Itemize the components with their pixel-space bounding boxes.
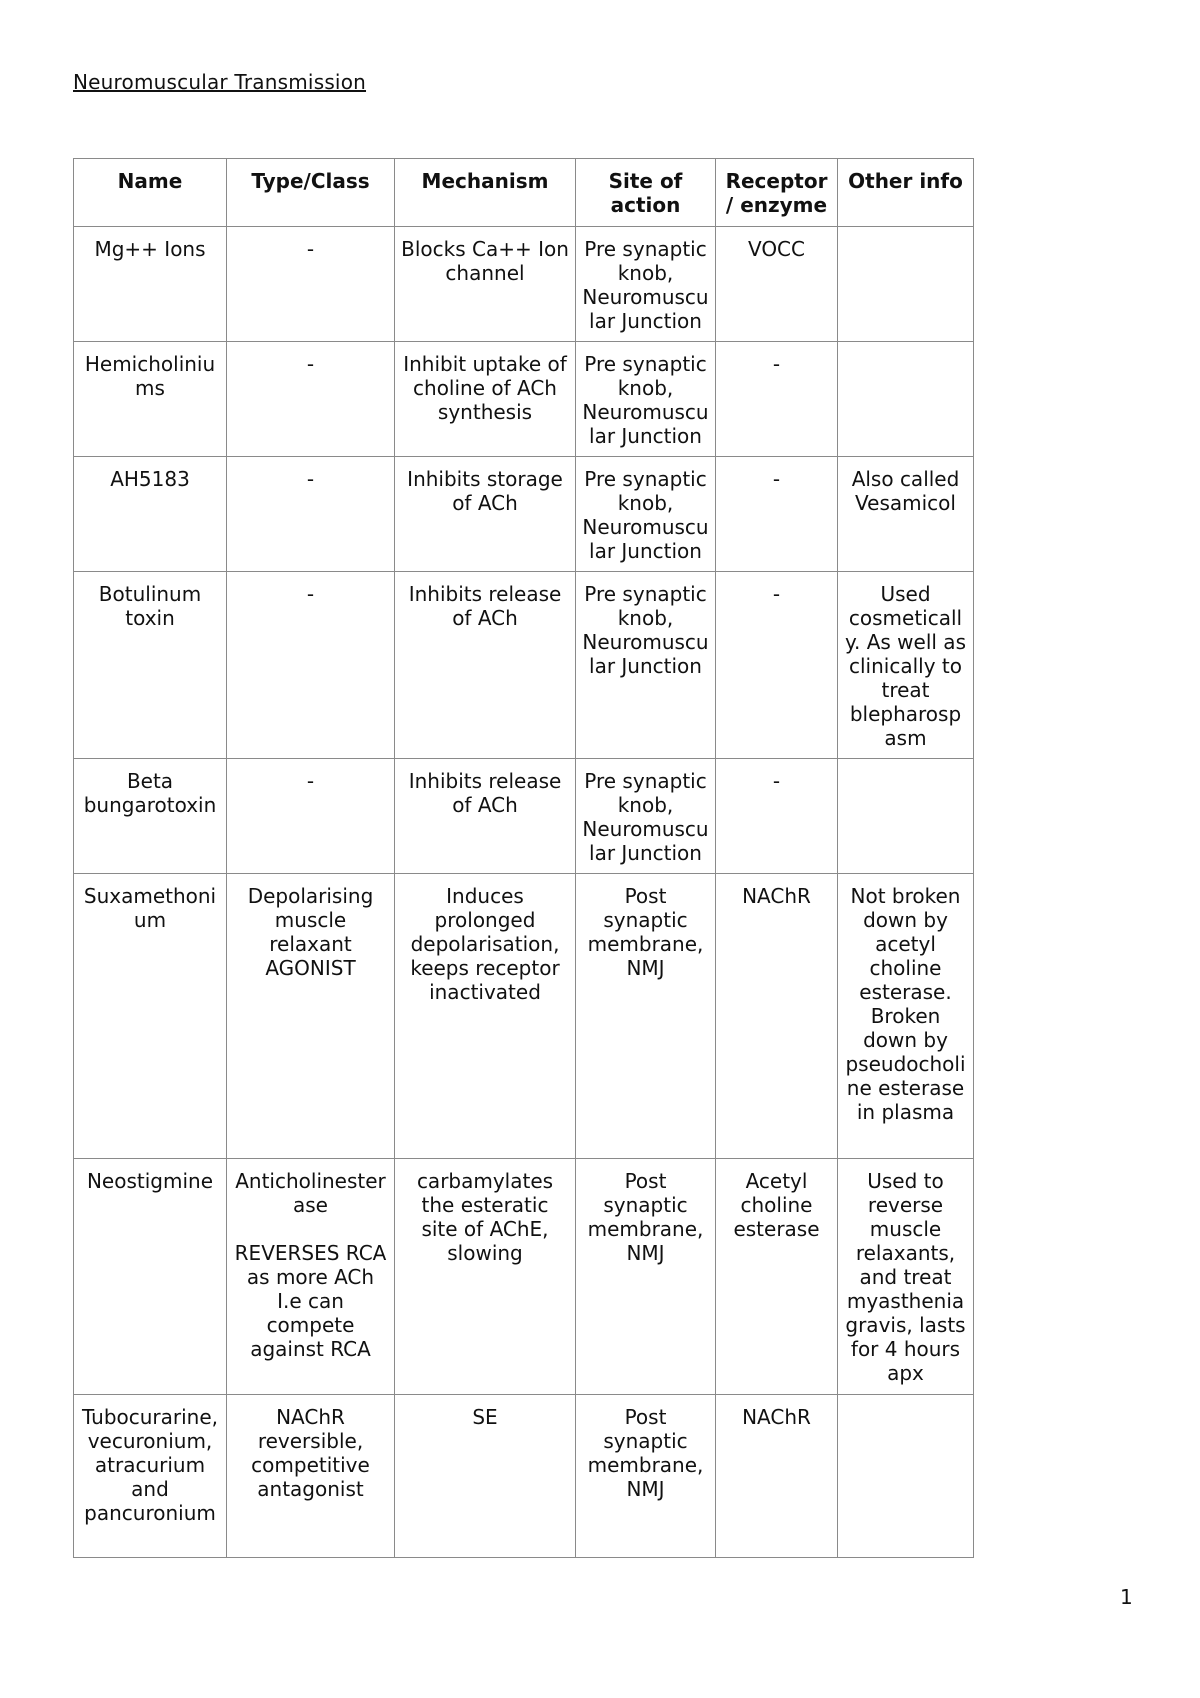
cell-mechanism: Inhibits release of ACh bbox=[395, 759, 576, 874]
cell-mechanism: carbamylates the esteratic site of AChE, slowing bbox=[395, 1159, 576, 1395]
cell-other bbox=[838, 759, 974, 874]
cell-receptor: - bbox=[716, 572, 838, 759]
cell-type: - bbox=[227, 759, 395, 874]
header-mechanism: Mechanism bbox=[395, 159, 576, 227]
cell-type: NAChR reversible, competitive antagonist bbox=[227, 1395, 395, 1558]
cell-receptor: NAChR bbox=[716, 1395, 838, 1558]
cell-name: Botulinum toxin bbox=[74, 572, 227, 759]
cell-receptor: NAChR bbox=[716, 874, 838, 1159]
cell-mechanism: Induces prolonged depolarisation, keeps receptor inactivated bbox=[395, 874, 576, 1159]
header-receptor: Receptor/ enzyme bbox=[716, 159, 838, 227]
cell-name: Beta bungarotoxin bbox=[74, 759, 227, 874]
cell-other: Also called Vesamicol bbox=[838, 457, 974, 572]
cell-other: Not broken down by acetyl choline esterase. Broken down by pseudocholine esterase in plasma bbox=[838, 874, 974, 1159]
table-row bbox=[74, 342, 974, 457]
cell-type: Depolarising muscle relaxant AGONIST bbox=[227, 874, 395, 1159]
cell-name: Tubocurarine, vecuronium, atracurium and pancuronium bbox=[74, 1395, 227, 1558]
page-title: Neuromuscular Transmission bbox=[73, 70, 367, 94]
cell-receptor: VOCC bbox=[716, 227, 838, 342]
cell-type: - bbox=[227, 572, 395, 759]
cell-type bbox=[227, 1159, 395, 1395]
header-name: Name bbox=[74, 159, 227, 227]
cell-site: Post synaptic membrane, NMJ bbox=[576, 1159, 716, 1395]
page-number: 1 bbox=[1120, 1585, 1133, 1609]
cell-site: Pre synaptic knob, Neuromuscular Junction bbox=[576, 342, 716, 457]
cell-other: Used cosmetically. As well as clinically to treat blepharospasm bbox=[838, 572, 974, 759]
cell-name: Neostigmine bbox=[74, 1159, 227, 1395]
cell-other: Used to reverse muscle relaxants, and treat myasthenia gravis, lasts for 4 hours apx bbox=[838, 1159, 974, 1395]
cell-mechanism: Inhibits release of ACh bbox=[395, 572, 576, 759]
cell-receptor: Acetyl choline esterase bbox=[716, 1159, 838, 1395]
cell-site: Pre synaptic knob, Neuromuscular Junction bbox=[576, 227, 716, 342]
cell-site: Post synaptic membrane, NMJ bbox=[576, 1395, 716, 1558]
cell-mechanism: SE bbox=[395, 1395, 576, 1558]
cell-other bbox=[838, 1395, 974, 1558]
cell-mechanism: Inhibit uptake of choline of ACh synthesis bbox=[395, 342, 576, 457]
table-row bbox=[74, 457, 974, 572]
table-row bbox=[74, 874, 974, 1159]
cell-site: Pre synaptic knob, Neuromuscular Junction bbox=[576, 572, 716, 759]
cell-type: - bbox=[227, 342, 395, 457]
table-row bbox=[74, 1395, 974, 1558]
cell-receptor: - bbox=[716, 759, 838, 874]
cell-type-line: Anticholinesterase bbox=[235, 1169, 386, 1217]
header-other: Other info bbox=[838, 159, 974, 227]
cell-site: Pre synaptic knob, Neuromuscular Junction bbox=[576, 457, 716, 572]
header-site: Site of action bbox=[576, 159, 716, 227]
cell-other bbox=[838, 342, 974, 457]
header-type: Type/Class bbox=[227, 159, 395, 227]
table-row bbox=[74, 759, 974, 874]
cell-name: AH5183 bbox=[74, 457, 227, 572]
cell-receptor: - bbox=[716, 342, 838, 457]
cell-type-line: REVERSES RCA as more ACh I.e can compete against RCA bbox=[234, 1241, 387, 1361]
cell-type-gap bbox=[233, 1217, 388, 1241]
table-row bbox=[74, 227, 974, 342]
cell-mechanism: Blocks Ca++ Ion channel bbox=[395, 227, 576, 342]
cell-name: Suxamethonium bbox=[74, 874, 227, 1159]
cell-other bbox=[838, 227, 974, 342]
cell-type: - bbox=[227, 227, 395, 342]
table-header-row bbox=[74, 159, 974, 227]
cell-type: - bbox=[227, 457, 395, 572]
cell-name: Mg++ Ions bbox=[74, 227, 227, 342]
drug-table bbox=[73, 158, 974, 1558]
cell-mechanism: Inhibits storage of ACh bbox=[395, 457, 576, 572]
cell-site: Post synaptic membrane, NMJ bbox=[576, 874, 716, 1159]
cell-name: Hemicholiniums bbox=[74, 342, 227, 457]
cell-site: Pre synaptic knob, Neuromuscular Junction bbox=[576, 759, 716, 874]
cell-receptor: - bbox=[716, 457, 838, 572]
table-row bbox=[74, 572, 974, 759]
table-row bbox=[74, 1159, 974, 1395]
